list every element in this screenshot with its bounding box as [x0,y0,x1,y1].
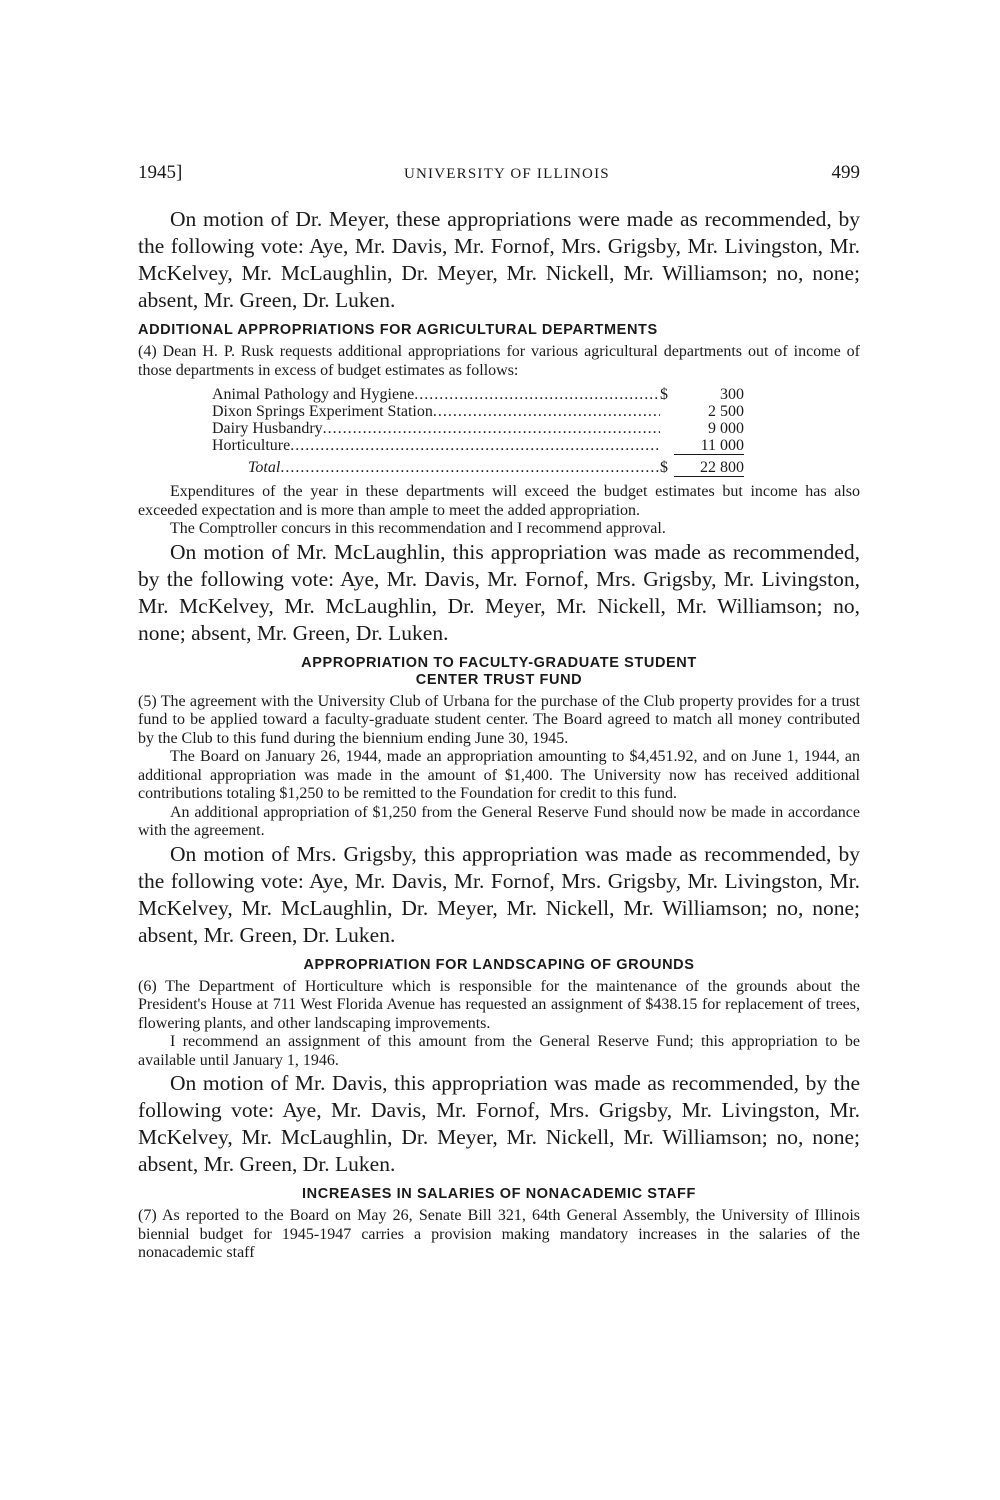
budget-total-label: Total [248,459,281,476]
leader-dots [280,459,660,476]
budget-total-row [212,459,744,477]
budget-row [212,403,744,420]
heading-landscaping: APPROPRIATION FOR LANDSCAPING OF GROUNDS [303,956,695,973]
motion-paragraph-4: On motion of Mr. Davis, this appropriation was made as recommended, by the following vote: Aye, Mr. Davis, Mr. Fornof, Mrs. Grigsby, Mr. Livingston, Mr. McKelvey, Mr. McLaughlin, Dr. Meyer, Mr. Nickell, Mr. Williamson; no, none; absent, Mr. Green, Dr. Luken. [138,1071,860,1176]
motion-paragraph-3: On motion of Mrs. Grigsby, this appropriation was made as recommended, by the following vote: Aye, Mr. Davis, Mr. Fornof, Mrs. Grigsby, Mr. Livingston, Mr. McKelvey, Mr. McLaughlin, Dr. Meyer, Mr. Nickell, Mr. Williamson; no, none; absent, Mr. Green, Dr. Luken. [138,841,860,947]
budget-row [212,386,744,403]
additional-appropriation-paragraph: An additional appropriation of $1,250 from the General Reserve Fund should now be made in accordance with the agreement. [138,803,860,839]
expenditures-paragraph: Expenditures of the year in these departments will exceed the budget estimates but income has also exceeded expectation and is more than ample to meet the added appropriation. [138,483,860,519]
header-year: 1945] [138,162,183,183]
heading-faculty-graduate [138,655,860,689]
item-5-paragraph: (5) The agreement with the University Club of Urbana for the purchase of the Club property provides for a trust fund to be applied toward a faculty-graduate student center. The Board agreed to match all money contributed by the Club to this fund during the biennium ending June 30, 1945. [138,692,860,747]
budget-row [212,437,744,455]
budget-row-name: Horticulture [212,437,291,454]
budget-table [212,386,744,477]
running-header [138,162,860,184]
budget-row-name: Animal Pathology and Hygiene [212,386,415,403]
item-7-paragraph: (7) As reported to the Board on May 26, Senate Bill 321, 64th General Assembly, the University of Illinois biennial budget for 1945-1947 carries a provision making mandatory increases in the salaries of the nonacademic staff [138,1207,860,1261]
heading-line-1: APPROPRIATION TO FACULTY-GRADUATE STUDENT [301,654,697,671]
budget-row-amount: 9 000 [708,420,744,437]
budget-row-amount: 2 500 [708,403,744,420]
document-page [138,162,860,1263]
budget-row-name: Dixon Springs Experiment Station [212,403,433,420]
heading-additional-appropriations: ADDITIONAL APPROPRIATIONS FOR AGRICULTURAL DEPARTMENTS [138,322,658,338]
budget-row-dollar: $ [660,386,668,403]
leader-dots [290,437,660,454]
motion-paragraph-1: On motion of Dr. Meyer, these appropriations were made as recommended, by the following vote: Aye, Mr. Davis, Mr. Fornof, Mrs. Grigsby, Mr. Livingston, Mr. McKelvey, Mr. McLaughlin, Dr. Meyer, Mr. Nickell, Mr. Williamson; no, none; absent, Mr. Green, Dr. Luken. [138,207,860,312]
heading-line-2: CENTER TRUST FUND [415,671,583,688]
page-number: 499 [831,162,860,183]
recommend-paragraph: I recommend an assignment of this amount from the General Reserve Fund; this appropriation to be available until January 1, 1946. [138,1033,860,1069]
leader-dots [414,386,660,403]
motion-paragraph-2: On motion of Mr. McLaughlin, this appropriation was made as recommended, by the following vote: Aye, Mr. Davis, Mr. Fornof, Mrs. Grigsby, Mr. Livingston, Mr. McKelvey, Mr. McLaughlin, Dr. Meyer, Mr. Nickell, Mr. Williamson; no, none; absent, Mr. Green, Dr. Luken. [138,539,860,645]
budget-row-amount: 300 [720,386,744,403]
heading-salaries: INCREASES IN SALARIES OF NONACADEMIC STAFF [302,1186,696,1202]
budget-row-name: Dairy Husbandry [212,420,323,437]
leader-dots [323,420,660,437]
item-6-paragraph: (6) The Department of Horticulture which is responsible for the maintenance of the grounds about the President's House at 711 West Florida Avenue has requested an assignment of $438.15 for replacement of trees, flowering plants, and other landscaping improvements. [138,977,860,1032]
budget-total-amount: 22 800 [674,459,744,477]
header-title: UNIVERSITY OF ILLINOIS [403,166,610,182]
board-paragraph: The Board on January 26, 1944, made an appropriation amounting to $4,451.92, and on June 1, 1944, an additional appropriation was made in the amount of $1,400. The University now has received additional contributions totaling $1,250 to be remitted to the Foundation for credit to this fund. [138,748,860,802]
budget-row [212,420,744,437]
comptroller-paragraph: The Comptroller concurs in this recommendation and I recommend approval. [170,520,666,537]
budget-total-dollar: $ [660,459,668,476]
item-4-paragraph: (4) Dean H. P. Rusk requests additional appropriations for various agricultural departments out of income of those departments in excess of budget estimates as follows: [138,343,860,379]
budget-row-amount: 11 000 [674,437,744,455]
leader-dots [433,403,660,420]
